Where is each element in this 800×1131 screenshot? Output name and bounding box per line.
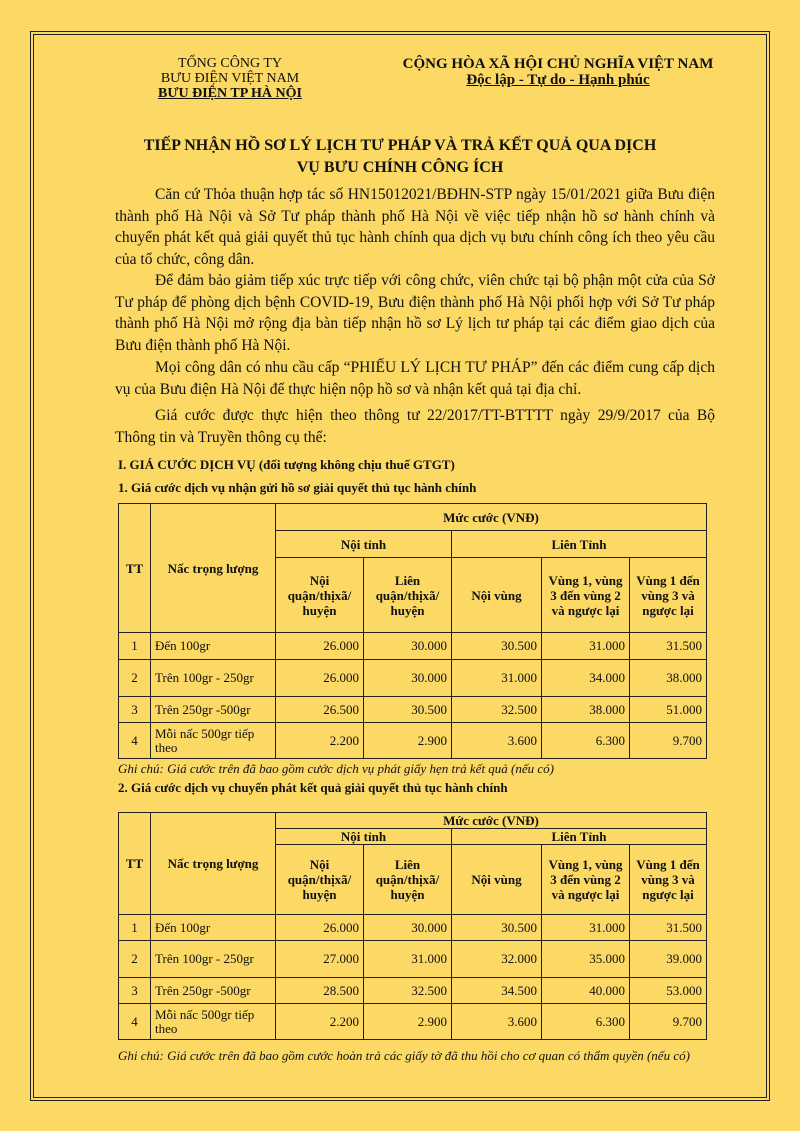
cell-weight: Đến 100gr <box>151 633 276 660</box>
header-col4: Vùng 1, vùng 3 đến vùng 2 và ngược lại <box>542 558 630 633</box>
paragraph-3: Mọi công dân có nhu cầu cấp “PHIẾU LÝ LỊCH TƯ PHÁP” đến các điểm cung cấp dịch vụ của Bưu điện Hà Nội để thực hiện nộp hồ sơ và nhận kết quả tại địa chỉ. <box>115 359 715 398</box>
cell-value: 53.000 <box>630 978 707 1004</box>
cell-weight: Trên 100gr - 250gr <box>151 941 276 978</box>
cell-tt: 1 <box>119 915 151 941</box>
header-inter: Liên Tỉnh <box>452 829 707 845</box>
org-line-2: BƯU ĐIỆN VIỆT NAM <box>160 71 300 86</box>
cell-value: 28.500 <box>276 978 364 1004</box>
header-col2: Liên quận/thịxã/ huyện <box>364 845 452 915</box>
cell-tt: 4 <box>119 723 151 759</box>
org-line-3: BƯU ĐIỆN TP HÀ NỘI <box>158 86 302 101</box>
cell-weight: Đến 100gr <box>151 915 276 941</box>
header-col1: Nội quận/thịxã/ huyện <box>276 845 364 915</box>
cell-value: 31.000 <box>542 915 630 941</box>
header-inter: Liên Tỉnh <box>452 531 707 558</box>
header-rate: Mức cước (VNĐ) <box>276 813 707 829</box>
paragraph-2: Để đảm bảo giảm tiếp xúc trực tiếp với công chức, viên chức tại bộ phận một cửa của Sở Tư pháp để phòng dịch bệnh COVID-19, Bưu điện thành phố Hà Nội phối hợp với Sở Tư pháp thành phố Hà Nội mở rộng địa bàn tiếp nhận hồ sơ Lý lịch tư pháp tại các điểm giao dịch của Bưu điện thành phố Hà Nội. <box>115 272 715 354</box>
cell-weight: Mỗi nấc 500gr tiếp theo <box>151 1004 276 1040</box>
table-row <box>119 1004 707 1040</box>
cell-value: 38.000 <box>630 660 707 697</box>
cell-value: 32.500 <box>364 978 452 1004</box>
table-row <box>119 941 707 978</box>
title-line-2: VỤ BƯU CHÍNH CÔNG ÍCH <box>296 159 504 176</box>
header-weight: Nấc trọng lượng <box>151 504 276 633</box>
cell-value: 30.000 <box>364 915 452 941</box>
cell-value: 32.500 <box>452 697 542 723</box>
cell-value: 39.000 <box>630 941 707 978</box>
cell-value: 51.000 <box>630 697 707 723</box>
cell-weight: Mỗi nấc 500gr tiếp theo <box>151 723 276 759</box>
org-header <box>140 56 320 101</box>
table-row <box>119 633 707 660</box>
title-line-1: TIẾP NHẬN HỒ SƠ LÝ LỊCH TƯ PHÁP VÀ TRẢ KẾT QUẢ QUA DỊCH <box>143 137 657 154</box>
table-row <box>119 915 707 941</box>
header-col1: Nội quận/thịxã/ huyện <box>276 558 364 633</box>
price-table-1 <box>118 503 707 759</box>
cell-value: 32.000 <box>452 941 542 978</box>
cell-value: 34.000 <box>542 660 630 697</box>
cell-value: 26.000 <box>276 915 364 941</box>
cell-value: 26.000 <box>276 633 364 660</box>
header-col5: Vùng 1 đến vùng 3 và ngược lại <box>630 845 707 915</box>
cell-value: 35.000 <box>542 941 630 978</box>
header-col2: Liên quận/thịxã/ huyện <box>364 558 452 633</box>
table2-note: Ghi chú: Giá cước trên đã bao gồm cước hoàn trả các giấy tờ đã thu hồi cho cơ quan có thẩm quyền (nếu có) <box>118 1048 690 1063</box>
price-table-2 <box>118 812 707 1040</box>
cell-value: 30.500 <box>364 697 452 723</box>
cell-value: 31.500 <box>630 633 707 660</box>
table2-heading: 2. Giá cước dịch vụ chuyển phát kết quả giải quyết thủ tục hành chính <box>118 780 508 795</box>
national-header <box>383 56 733 88</box>
cell-value: 38.000 <box>542 697 630 723</box>
cell-value: 9.700 <box>630 1004 707 1040</box>
cell-value: 2.200 <box>276 1004 364 1040</box>
cell-value: 31.000 <box>542 633 630 660</box>
table1-note: Ghi chú: Giá cước trên đã bao gồm cước dịch vụ phát giấy hẹn trả kết quả (nếu có) <box>118 761 555 776</box>
header-col4: Vùng 1, vùng 3 đến vùng 2 và ngược lại <box>542 845 630 915</box>
cell-tt: 1 <box>119 633 151 660</box>
cell-value: 30.500 <box>452 633 542 660</box>
table-row <box>119 723 707 759</box>
cell-weight: Trên 100gr - 250gr <box>151 660 276 697</box>
cell-tt: 2 <box>119 660 151 697</box>
table-row <box>119 978 707 1004</box>
header-weight: Nấc trọng lượng <box>151 813 276 915</box>
cell-value: 40.000 <box>542 978 630 1004</box>
cell-value: 3.600 <box>452 723 542 759</box>
cell-value: 30.000 <box>364 633 452 660</box>
cell-tt: 3 <box>119 697 151 723</box>
header-col3: Nội vùng <box>452 845 542 915</box>
table-row <box>119 660 707 697</box>
header-tt: TT <box>119 504 151 633</box>
cell-tt: 2 <box>119 941 151 978</box>
cell-value: 3.600 <box>452 1004 542 1040</box>
cell-value: 26.000 <box>276 660 364 697</box>
cell-value: 31.000 <box>452 660 542 697</box>
document-title <box>100 135 700 179</box>
cell-tt: 3 <box>119 978 151 1004</box>
national-motto: Độc lập - Tự do - Hạnh phúc <box>466 72 650 88</box>
cell-value: 31.500 <box>630 915 707 941</box>
header-intra: Nội tỉnh <box>276 829 452 845</box>
paragraph-4: Giá cước được thực hiện theo thông tư 22/2017/TT-BTTTT ngày 29/9/2017 của Bộ Thông tin và Truyền thông cụ thể: <box>115 407 715 446</box>
org-line-1: TỔNG CÔNG TY <box>178 56 282 71</box>
table1-heading: 1. Giá cước dịch vụ nhận gửi hồ sơ giải quyết thủ tục hành chính <box>118 480 477 495</box>
header-col3: Nội vùng <box>452 558 542 633</box>
national-title: CỘNG HÒA XÃ HỘI CHỦ NGHĨA VIỆT NAM <box>402 56 714 72</box>
cell-value: 30.000 <box>364 660 452 697</box>
header-rate: Mức cước (VNĐ) <box>276 504 707 531</box>
cell-value: 9.700 <box>630 723 707 759</box>
cell-tt: 4 <box>119 1004 151 1040</box>
cell-value: 27.000 <box>276 941 364 978</box>
cell-value: 2.900 <box>364 1004 452 1040</box>
cell-value: 34.500 <box>452 978 542 1004</box>
header-col5: Vùng 1 đến vùng 3 và ngược lại <box>630 558 707 633</box>
header-intra: Nội tỉnh <box>276 531 452 558</box>
cell-value: 26.500 <box>276 697 364 723</box>
paragraph-1: Căn cứ Thỏa thuận hợp tác số HN15012021/BĐHN-STP ngày 15/01/2021 giữa Bưu điện thành phố Hà Nội và Sở Tư pháp thành phố Hà Nội về việc tiếp nhận hồ sơ hành chính và chuyển phát kết quả giải quyết thủ tục hành chính qua dịch vụ bưu chính công ích theo yêu cầu của tổ chức, công dân. <box>115 186 715 268</box>
cell-value: 6.300 <box>542 1004 630 1040</box>
cell-value: 6.300 <box>542 723 630 759</box>
cell-value: 2.900 <box>364 723 452 759</box>
cell-weight: Trên 250gr -500gr <box>151 978 276 1004</box>
cell-value: 30.500 <box>452 915 542 941</box>
cell-value: 2.200 <box>276 723 364 759</box>
cell-weight: Trên 250gr -500gr <box>151 697 276 723</box>
cell-value: 31.000 <box>364 941 452 978</box>
section-heading: I. GIÁ CƯỚC DỊCH VỤ (đối tượng không chịu thuế GTGT) <box>118 457 455 472</box>
header-tt: TT <box>119 813 151 915</box>
table-row <box>119 697 707 723</box>
